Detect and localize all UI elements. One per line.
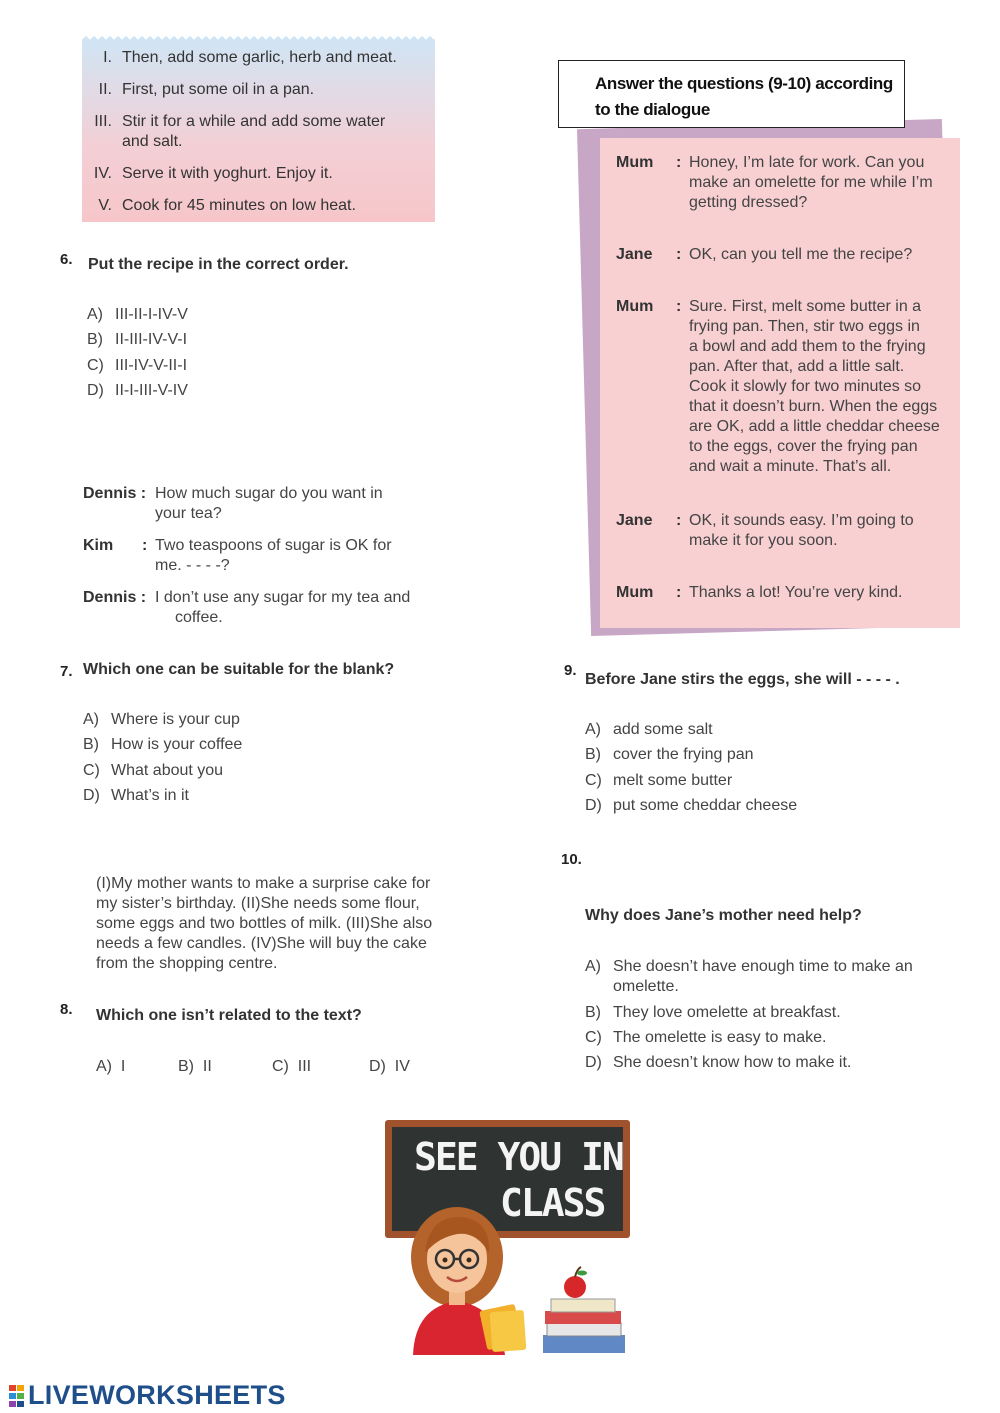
q8-option-d[interactable]: D) IV (369, 1058, 410, 1075)
q8-option-a[interactable]: A) I (96, 1058, 126, 1075)
q7-question: Which one can be suitable for the blank? (83, 661, 395, 678)
passage-text: (I)My mother wants to make a surprise cake for my sister’s birthday. (II)She needs some flour, some eggs and two bottles of milk. (III)She also needs a few candles. (IV)She will buy the cake from the shopping centre. (96, 875, 433, 972)
chalkboard-text-line2: CLASS (500, 1181, 605, 1225)
q10-option-b[interactable]: B) They love omelette at breakfast. (585, 1004, 841, 1021)
dialogue-line-jane-2: OK, it sounds easy. I’m going to make it for you soon. (689, 512, 914, 549)
dialogue-box: Mum : Honey, I’m late for work. Can you make an omelette for me while I’m getting dressed? Jane : OK, can you tell me the recipe? Mum : Sure. First, melt some butter in a frying pan. Then, stir two eggs in a bowl and add them to the frying pan. After that, add a little salt. Cook it slowly for two minutes so that it doesn’t burn. When the eggs are OK, add a little cheddar cheese to the eggs, cover the frying pan and wait a minute. That’s all. Jane : OK, it sounds easy. I’m going to make it for you soon. Mum : Thanks a lot! You’re very kind. (600, 138, 960, 628)
q10-option-a[interactable]: A) She doesn’t have enough time to make an omelette. (585, 958, 913, 995)
liveworksheets-brand: LIVEWORKSHEETS (28, 1380, 286, 1410)
liveworksheets-logo-icon (9, 1385, 25, 1407)
q10-number: 10. (561, 851, 582, 868)
q7-number: 7. (60, 663, 73, 680)
q7-option-d[interactable]: D) What’s in it (83, 787, 189, 804)
zigzag-edge (82, 34, 435, 42)
dialogue-line-jane-1: OK, can you tell me the recipe? (689, 246, 913, 263)
q10-question: Why does Jane’s mother need help? (585, 907, 862, 924)
dialogue-dennis-kim: Dennis : How much sugar do you want in your tea? Kim : Two teaspoons of sugar is OK for me. - - - -? Dennis : I don’t use any sugar for my tea and coffee. (83, 485, 411, 626)
q9-question: Before Jane stirs the eggs, she will - - - - . (585, 671, 900, 688)
q7-option-a[interactable]: A) Where is your cup (83, 711, 240, 728)
q6-option-d[interactable]: D) II-I-III-V-IV (87, 382, 188, 399)
q8-number: 8. (60, 1001, 73, 1018)
q10-option-d[interactable]: D) She doesn’t know how to make it. (585, 1054, 852, 1071)
q8-question: Which one isn’t related to the text? (96, 1007, 362, 1024)
q9-option-b[interactable]: B) cover the frying pan (585, 746, 754, 763)
q6-question: Put the recipe in the correct order. (88, 256, 349, 273)
teacher-illustration (395, 1195, 635, 1355)
q6-option-a[interactable]: A) III-II-I-IV-V (87, 306, 188, 323)
recipe-steps-box: I. Then, add some garlic, herb and meat. II. First, put some oil in a pan. III. Stir it for a while and add some water and salt. IV. Serve it with yoghurt. Enjoy it. V. Cook for 45 minutes on low heat. (82, 34, 435, 222)
q9-option-d[interactable]: D) put some cheddar cheese (585, 797, 798, 814)
q7-option-c[interactable]: C) What about you (83, 762, 224, 779)
q9-option-a[interactable]: A) add some salt (585, 721, 713, 738)
q9-option-c[interactable]: C) melt some butter (585, 772, 733, 789)
q7-option-b[interactable]: B) How is your coffee (83, 736, 243, 753)
q8-option-b[interactable]: B) II (178, 1058, 212, 1075)
dialogue-line-mum-2: Sure. First, melt some butter in a frying pan. Then, stir two eggs in a bowl and add them to the frying pan. After that, add a little salt. Cook it slowly for two minutes so that it doesn’t burn. When the eggs are OK, add a little cheddar cheese to the eggs, cover the frying pan and wait a minute. That’s all. (689, 298, 940, 475)
dialogue-line-mum-3: Thanks a lot! You’re very kind. (689, 584, 903, 601)
q9-number: 9. (564, 662, 577, 679)
q6-option-c[interactable]: C) III-IV-V-II-I (87, 357, 188, 374)
dialogue-line-mum-1: Honey, I’m late for work. Can you make an omelette for me while I’m getting dressed? (689, 154, 933, 211)
q10-option-c[interactable]: C) The omelette is easy to make. (585, 1029, 827, 1046)
answer-instructions-box: Answer the questions (9-10) according to the dialogue (558, 60, 905, 128)
recipe-step-3: III. Stir it for a while and add some water and salt. (94, 113, 386, 150)
q8-option-c[interactable]: C) III (272, 1058, 312, 1075)
q6-number: 6. (60, 251, 73, 268)
chalkboard-text-line1: SEE YOU IN (414, 1135, 623, 1179)
q6-option-b[interactable]: B) II-III-IV-V-I (87, 331, 188, 348)
